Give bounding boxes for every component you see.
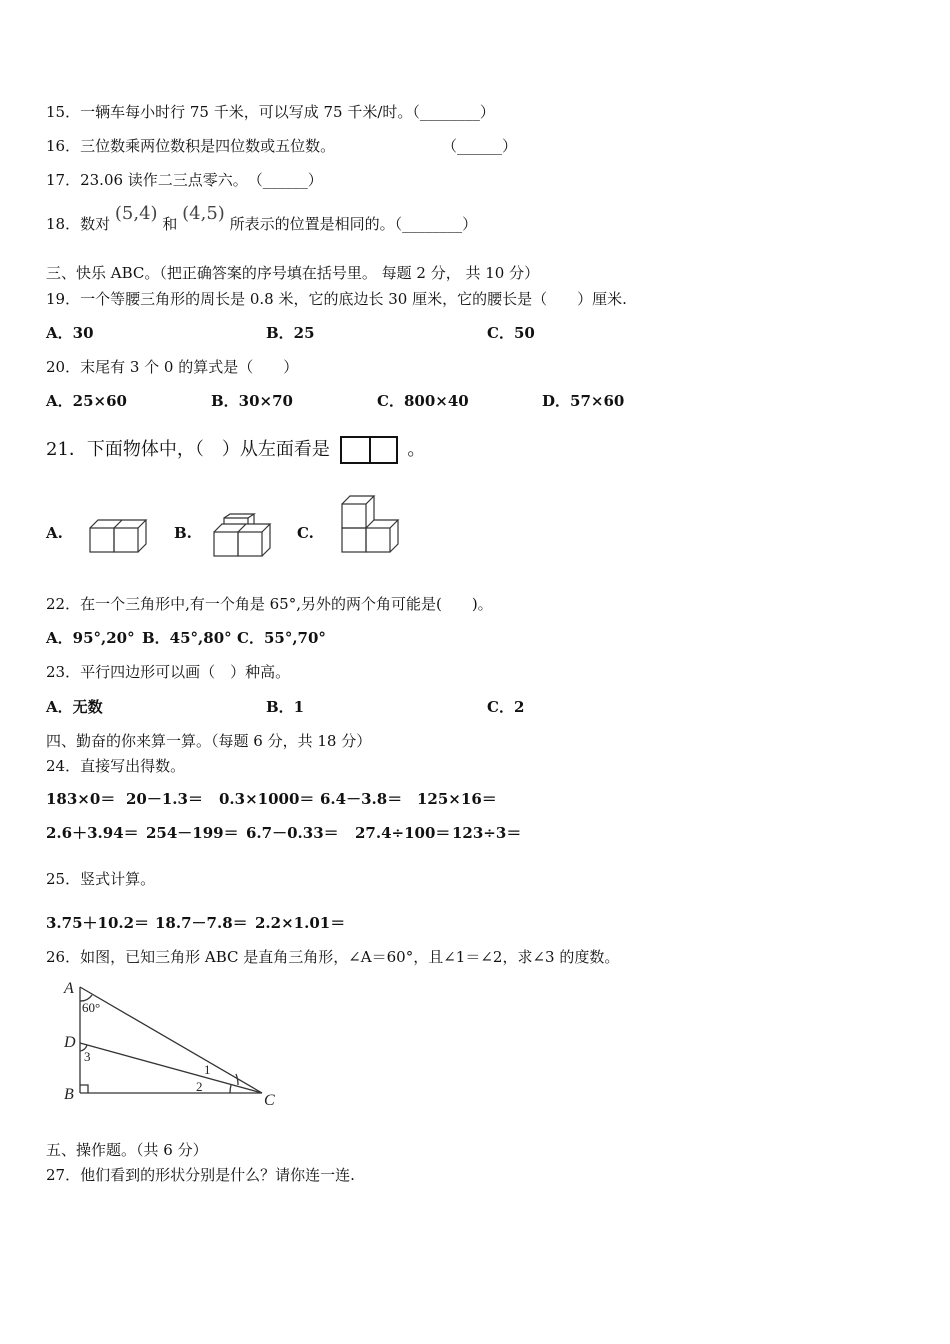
label-angle-1: 1 <box>204 1062 211 1077</box>
label-d: D <box>64 1034 76 1051</box>
question-16-blank: （______） <box>442 137 518 155</box>
calc-item: 2.6＋3.94＝ <box>46 824 139 842</box>
q20-option-d: D．57×60 <box>542 392 625 410</box>
question-22: 22．在一个三角形中,有一个角是 65°,另外的两个角可能是( )。 <box>46 595 493 613</box>
calc-item: 125×16＝ <box>417 790 497 808</box>
label-angle-2: 2 <box>196 1079 203 1094</box>
question-25: 25．竖式计算。 <box>46 870 156 888</box>
question-24: 24．直接写出得数。 <box>46 757 186 775</box>
label-angle-3: 3 <box>84 1049 91 1064</box>
label-c: C <box>264 1092 275 1109</box>
question-15: 15．一辆车每小时行 75 千米，可以写成 75 千米/时。（________） <box>46 103 495 121</box>
cube-figure-a <box>86 516 148 558</box>
q22-option-c: C．55°,70° <box>237 629 326 647</box>
section-3-heading: 三、快乐 ABC。（把正确答案的序号填在括号里。 每题 2 分， 共 10 分） <box>46 264 540 282</box>
q19-option-b: B．25 <box>266 324 315 342</box>
question-20: 20．末尾有 3 个 0 的算式是（ ） <box>46 358 299 376</box>
question-17: 17．23.06 读作二三点零六。 （______） <box>46 171 323 189</box>
calc-item: 18.7－7.8＝ <box>155 914 248 932</box>
calc-item: 0.3×1000＝ <box>219 790 315 808</box>
q21-option-c: C. <box>297 524 314 542</box>
calc-item: 20－1.3＝ <box>126 790 203 808</box>
cube-figure-c <box>336 492 400 556</box>
q23-option-c: C．2 <box>487 698 525 716</box>
coordinate-pair-1: (5,4) <box>114 203 158 224</box>
q23-option-b: B．1 <box>266 698 305 716</box>
calc-item: 27.4÷100＝ <box>355 824 451 842</box>
question-18-prefix: 18．数对 <box>46 215 111 233</box>
question-21-suffix: 。 <box>407 439 426 460</box>
label-angle-a: 60° <box>82 1000 101 1015</box>
label-a: A <box>64 980 74 997</box>
question-23: 23．平行四边形可以画（ ）种高。 <box>46 663 291 681</box>
q21-option-b: B. <box>174 524 192 542</box>
q20-option-a: A．25×60 <box>46 392 127 410</box>
question-18-and: 和 <box>162 215 178 233</box>
q19-option-a: A．30 <box>46 324 94 342</box>
section-4-heading: 四、勤奋的你来算一算。（每题 6 分，共 18 分） <box>46 732 372 750</box>
q21-option-a: A. <box>46 524 63 542</box>
q23-option-a: A．无数 <box>46 698 103 716</box>
question-16 <box>46 136 518 156</box>
cube-figure-b <box>208 512 272 560</box>
left-view-figure <box>340 436 398 464</box>
question-19: 19．一个等腰三角形的周长是 0.8 米，它的底边长 30 厘米，它的腰长是（ ）厘米. <box>46 290 627 308</box>
calc-item: 6.4－3.8＝ <box>320 790 403 808</box>
question-21 <box>46 436 425 464</box>
question-16-text: 16．三位数乘两位数积是四位数或五位数。 <box>46 137 336 155</box>
label-b: B <box>64 1086 74 1103</box>
calc-item: 123÷3＝ <box>452 824 522 842</box>
calc-item: 183×0＝ <box>46 790 116 808</box>
calc-item: 2.2×1.01＝ <box>255 914 346 932</box>
calc-item: 3.75＋10.2＝ <box>46 914 150 932</box>
question-21-text: 21．下面物体中，（ ）从左面看是 <box>46 439 330 460</box>
q20-option-b: B．30×70 <box>211 392 293 410</box>
question-18-suffix: 所表示的位置是相同的。（________） <box>229 215 478 233</box>
q20-option-c: C．800×40 <box>377 392 469 410</box>
q22-option-b: B．45°,80° <box>142 629 232 647</box>
q19-option-c: C．50 <box>487 324 535 342</box>
coordinate-pair-2: (4,5) <box>182 203 225 224</box>
question-26: 26．如图，已知三角形 ABC 是直角三角形，∠A＝60°，且∠1＝∠2，求∠3 的度数。 <box>46 948 620 966</box>
section-5-heading: 五、操作题。（共 6 分） <box>46 1141 208 1159</box>
question-18 <box>46 203 478 242</box>
calc-item: 6.7－0.33＝ <box>246 824 339 842</box>
question-27: 27．他们看到的形状分别是什么？请你连一连. <box>46 1166 355 1184</box>
triangle-diagram <box>56 975 286 1115</box>
calc-item: 254－199＝ <box>146 824 239 842</box>
q22-option-a: A．95°,20° <box>46 629 135 647</box>
